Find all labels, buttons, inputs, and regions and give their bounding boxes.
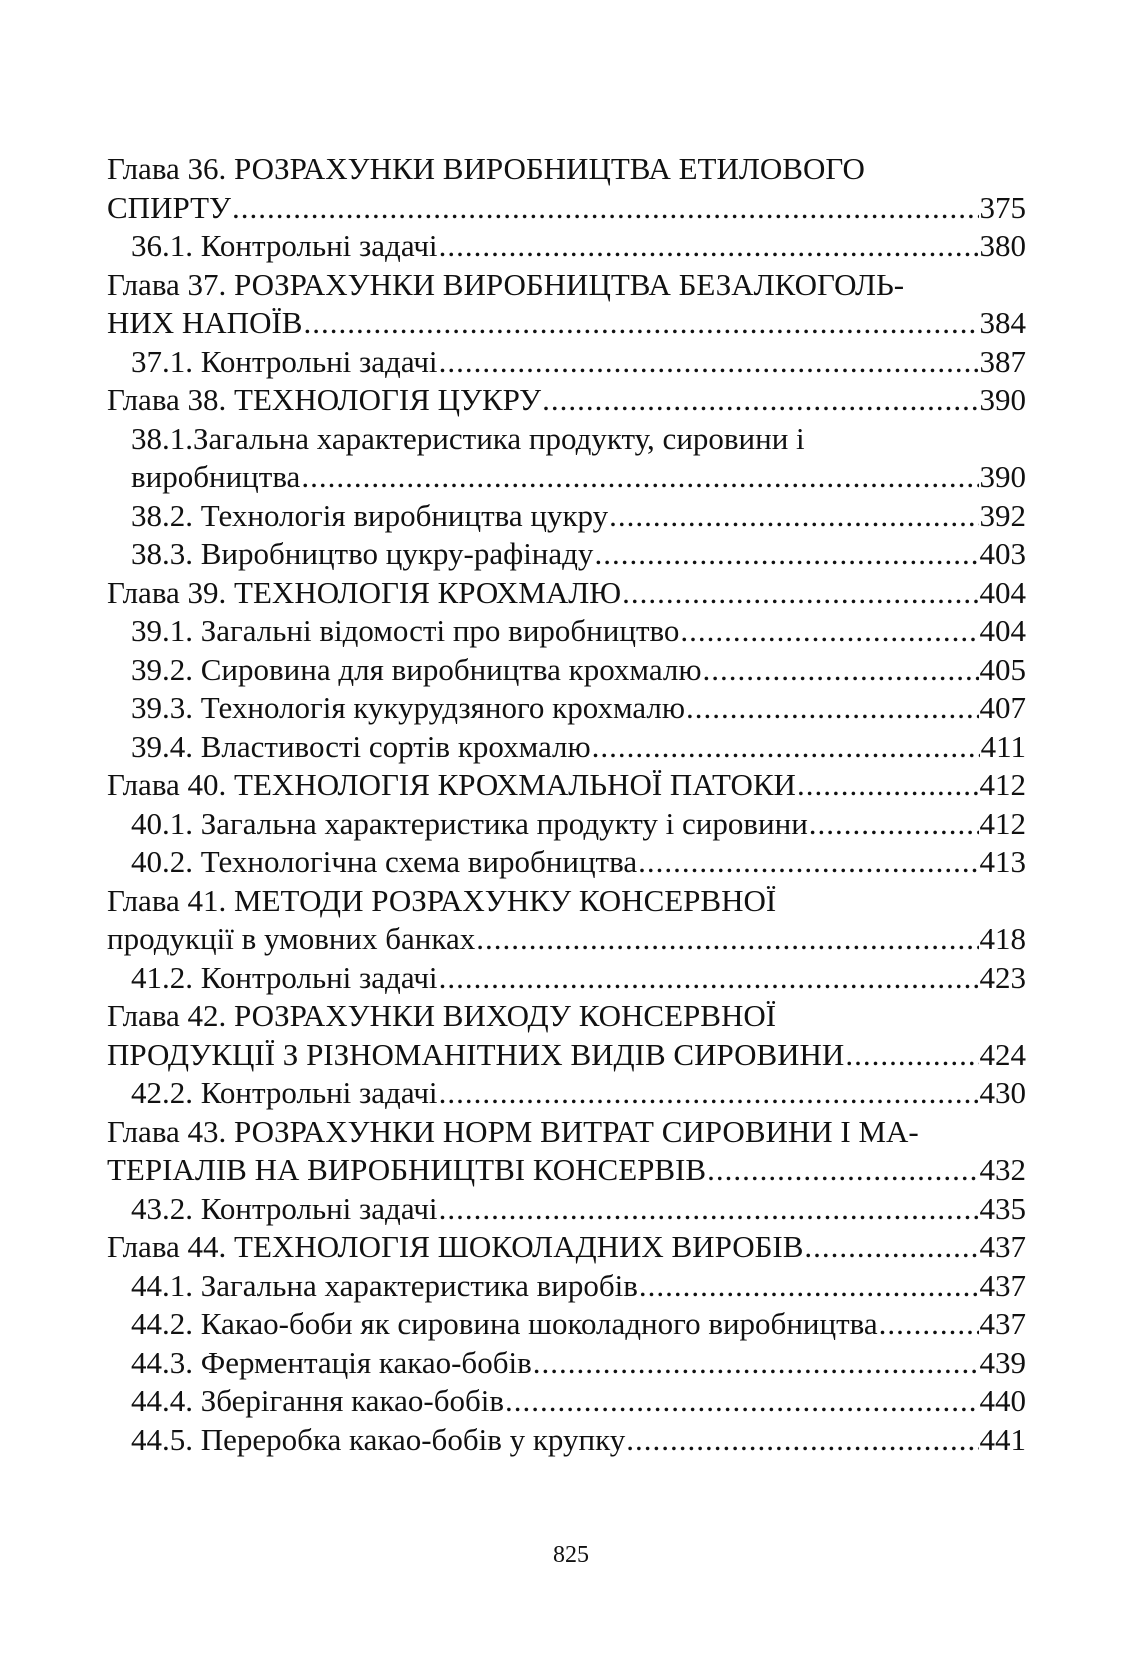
- toc-section-line: [107, 343, 1026, 382]
- toc-dot-leader: [680, 612, 978, 651]
- toc-dot-leader: [439, 343, 979, 382]
- toc-page-number: 437: [979, 1306, 1026, 1341]
- toc-page-number: 437: [979, 1229, 1026, 1264]
- toc-page-number: 405: [979, 651, 1026, 687]
- toc-section-line: [107, 805, 1026, 844]
- toc-dot-leader: [439, 1074, 979, 1113]
- toc-dot-leader: [533, 1344, 979, 1383]
- toc-page-number: 392: [979, 497, 1026, 533]
- toc-section-line: [107, 1382, 1026, 1421]
- toc-dot-leader: [809, 805, 979, 844]
- toc-page-number: 441: [979, 1421, 1026, 1457]
- toc-entry-title: 37.1. Контрольні задачі: [131, 343, 438, 379]
- toc-dot-leader: [542, 381, 978, 420]
- toc-dot-leader: [594, 535, 978, 574]
- toc-page-number: 437: [979, 1267, 1026, 1303]
- toc-chapter-line: [107, 766, 1026, 805]
- toc-entry-title: 44.5. Переробка какао-бобів у крупку: [131, 1421, 626, 1457]
- toc-entry-title: Глава 44. ТЕХНОЛОГІЯ ШОКОЛАДНИХ ВИРОБІВ: [107, 1229, 804, 1264]
- toc-section-line: [107, 497, 1026, 536]
- toc-entry-title: НИХ НАПОЇВ: [107, 305, 303, 340]
- toc-page-number: 390: [979, 459, 1026, 494]
- toc-entry-title: 38.1.Загальна характеристика продукту, сировини і: [131, 420, 805, 456]
- toc-entry-title: Глава 38. ТЕХНОЛОГІЯ ЦУКРУ: [107, 382, 542, 417]
- toc-entry-title: Глава 40. ТЕХНОЛОГІЯ КРОХМАЛЬНОЇ ПАТОКИ: [107, 767, 796, 802]
- toc-section-line: [107, 1305, 1026, 1344]
- toc-dot-leader: [592, 728, 980, 767]
- toc-page-number: 418: [979, 921, 1026, 956]
- toc-page-number: 412: [979, 805, 1026, 841]
- toc-dot-leader: [505, 1382, 979, 1421]
- toc-section-line: [107, 959, 1026, 998]
- toc-entry-title: 43.2. Контрольні задачі: [131, 1190, 438, 1226]
- toc-page-number: 439: [979, 1344, 1026, 1380]
- toc-entry-title: 39.2. Сировина для виробництва крохмалю: [131, 651, 702, 687]
- toc-dot-leader: [686, 689, 978, 728]
- toc-entry-title: 40.1. Загальна характеристика продукту і сировини: [131, 805, 808, 841]
- toc-section-line: [107, 1074, 1026, 1113]
- toc-chapter-line: [107, 997, 1026, 1036]
- toc-chapter-line: [107, 920, 1026, 959]
- toc-entry-title: 41.2. Контрольні задачі: [131, 959, 438, 995]
- toc-entry-title: Глава 43. РОЗРАХУНКИ НОРМ ВИТРАТ СИРОВИНИ І МА-: [107, 1113, 919, 1149]
- toc-section-line: [107, 651, 1026, 690]
- toc-dot-leader: [439, 959, 979, 998]
- toc-page-number: 413: [979, 844, 1026, 879]
- toc-entry-title: 42.2. Контрольні задачі: [131, 1075, 438, 1110]
- toc-chapter-line: [107, 150, 1026, 189]
- toc-page-number: 440: [979, 1383, 1026, 1418]
- toc-chapter-line: [107, 266, 1026, 305]
- toc-page-number: 423: [979, 959, 1026, 995]
- toc-entry-title: 44.4. Зберігання какао-бобів: [131, 1383, 504, 1418]
- toc-dot-leader: [626, 1421, 978, 1460]
- toc-section-line: [107, 612, 1026, 651]
- toc-dot-leader: [804, 1228, 978, 1267]
- toc-page-number: 384: [979, 305, 1026, 340]
- toc-page-number: 375: [979, 189, 1026, 225]
- toc-chapter-line: [107, 1036, 1026, 1075]
- toc-entry-title: 39.1. Загальні відомості про виробництво: [131, 613, 680, 648]
- toc-entry-title: Глава 39. ТЕХНОЛОГІЯ КРОХМАЛЮ: [107, 574, 622, 610]
- toc-chapter-line: [107, 1151, 1026, 1190]
- toc-dot-leader: [232, 189, 979, 228]
- toc-entry-title: 38.3. Виробництво цукру-рафінаду: [131, 536, 594, 571]
- toc-page-number: 412: [979, 767, 1026, 802]
- toc-page-number: 435: [979, 1190, 1026, 1226]
- toc-dot-leader: [879, 1305, 979, 1344]
- toc-dot-leader: [638, 843, 978, 882]
- toc-page-number: 424: [979, 1036, 1026, 1072]
- toc-dot-leader: [303, 304, 978, 343]
- toc-dot-leader: [707, 1151, 978, 1190]
- toc-entry-title: 39.3. Технологія кукурудзяного крохмалю: [131, 690, 686, 725]
- toc-section-line: [107, 1421, 1026, 1460]
- toc-chapter-line: [107, 189, 1026, 228]
- toc-section-line: [107, 420, 1026, 459]
- toc-entry-title: Глава 37. РОЗРАХУНКИ ВИРОБНИЦТВА БЕЗАЛКОГОЛЬ-: [107, 266, 905, 302]
- toc-entry-title: 44.3. Ферментація какао-бобів: [131, 1344, 532, 1380]
- toc-page-number: 403: [979, 536, 1026, 571]
- toc-dot-leader: [476, 920, 978, 959]
- toc-section-line: [107, 1267, 1026, 1306]
- toc-dot-leader: [639, 1267, 979, 1306]
- toc-section-line: [107, 1190, 1026, 1229]
- toc-entry-title: ТЕРІАЛІВ НА ВИРОБНИЦТВІ КОНСЕРВІВ: [107, 1152, 707, 1187]
- toc-entry-title: 44.1. Загальна характеристика виробів: [131, 1267, 638, 1303]
- toc-section-line: [107, 227, 1026, 266]
- toc-entry-title: 36.1. Контрольні задачі: [131, 228, 438, 263]
- toc-page-number: 432: [979, 1152, 1026, 1187]
- toc-entry-title: виробництва: [131, 459, 301, 494]
- toc-dot-leader: [439, 227, 979, 266]
- toc-chapter-line: [107, 574, 1026, 613]
- toc-dot-leader: [622, 574, 978, 613]
- toc-dot-leader: [439, 1190, 979, 1229]
- toc-entry-title: продукції в умовних банках: [107, 921, 476, 956]
- toc-entry-title: СПИРТУ: [107, 189, 231, 225]
- toc-entry-title: 39.4. Властивості сортів крохмалю: [131, 728, 591, 764]
- toc-entry-title: 40.2. Технологічна схема виробництва: [131, 844, 638, 879]
- toc-dot-leader: [301, 458, 978, 497]
- toc-section-line: [107, 458, 1026, 497]
- toc-section-line: [107, 1344, 1026, 1383]
- toc-entry-title: Глава 36. РОЗРАХУНКИ ВИРОБНИЦТВА ЕТИЛОВОГО: [107, 151, 865, 186]
- toc-chapter-line: [107, 304, 1026, 343]
- toc-chapter-line: [107, 1113, 1026, 1152]
- toc-chapter-line: [107, 882, 1026, 921]
- toc-entry-title: 38.2. Технологія виробництва цукру: [131, 497, 609, 533]
- toc-section-line: [107, 728, 1026, 767]
- toc-page-number: 380: [979, 228, 1026, 263]
- toc-page-number: 430: [979, 1075, 1026, 1110]
- toc-page-number: 411: [980, 728, 1026, 764]
- toc-entry-title: 44.2. Какао-боби як сировина шоколадного виробництва: [131, 1306, 878, 1341]
- toc-section-line: [107, 843, 1026, 882]
- toc-section-line: [107, 689, 1026, 728]
- toc-entry-title: Глава 42. РОЗРАХУНКИ ВИХОДУ КОНСЕРВНОЇ: [107, 998, 777, 1033]
- table-of-contents: [107, 150, 1026, 1459]
- toc-page-number: 404: [979, 574, 1026, 610]
- toc-page-number: 404: [979, 613, 1026, 648]
- toc-chapter-line: [107, 381, 1026, 420]
- toc-page-number: 407: [979, 690, 1026, 725]
- page-number: 825: [553, 1542, 589, 1568]
- toc-chapter-line: [107, 1228, 1026, 1267]
- toc-entry-title: ПРОДУКЦІЇ З РІЗНОМАНІТНИХ ВИДІВ СИРОВИНИ: [107, 1036, 845, 1072]
- toc-dot-leader: [797, 766, 979, 805]
- toc-dot-leader: [845, 1036, 978, 1075]
- toc-dot-leader: [703, 651, 979, 690]
- toc-dot-leader: [609, 497, 978, 536]
- toc-page-number: 387: [979, 343, 1026, 379]
- toc-entry-title: Глава 41. МЕТОДИ РОЗРАХУНКУ КОНСЕРВНОЇ: [107, 882, 777, 918]
- toc-page-number: 390: [979, 382, 1026, 417]
- toc-section-line: [107, 535, 1026, 574]
